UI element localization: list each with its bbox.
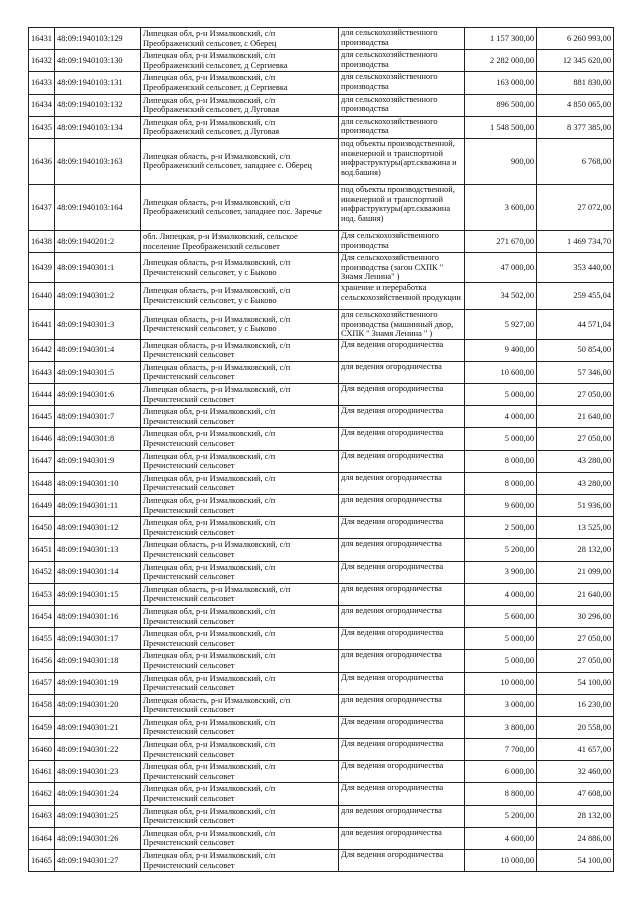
- table-row: [29, 672, 614, 694]
- land-use-cell: Для ведения огородничества: [339, 339, 465, 361]
- table-row: [29, 94, 614, 116]
- cadastral-value-cell: 12 345 620,00: [537, 50, 614, 72]
- row-number-cell: 16449: [29, 495, 55, 517]
- land-use-cell: для ведения огородничества: [339, 650, 465, 672]
- land-use-cell: Для ведения огородничества: [339, 761, 465, 783]
- cadastral-value-cell: 8 377 385,00: [537, 116, 614, 138]
- table-row: [29, 761, 614, 783]
- cadastral-value-cell: 16 230,00: [537, 694, 614, 716]
- land-use-cell: для сельскохозяйственного производства: [339, 72, 465, 94]
- row-number-cell: 16446: [29, 428, 55, 450]
- cadastral-number-cell: 48:09:1940301:18: [55, 650, 141, 672]
- cadastral-value-cell: 20 558,00: [537, 716, 614, 738]
- table-body: [29, 28, 614, 872]
- table-row: [29, 230, 614, 252]
- cadastral-value-cell: 27 050,00: [537, 384, 614, 406]
- table-row: [29, 716, 614, 738]
- cadastral-value-cell: 51 936,00: [537, 495, 614, 517]
- address-cell: Липецкая область, р-н Измалковский, с/п Пречистенский сельсовет: [141, 339, 339, 361]
- row-number-cell: 16448: [29, 472, 55, 494]
- cadastral-number-cell: 48:09:1940103:163: [55, 138, 141, 184]
- row-number-cell: 16438: [29, 230, 55, 252]
- land-use-cell: под объекты производственной, инженерной и транспортной инфраструктуры(арт.скважина иод. башня): [339, 184, 465, 230]
- area-cell: 4 600,00: [465, 827, 537, 849]
- table-row: [29, 650, 614, 672]
- row-number-cell: 16457: [29, 672, 55, 694]
- area-cell: 5 200,00: [465, 805, 537, 827]
- area-cell: 9 400,00: [465, 339, 537, 361]
- address-cell: Липецкая обл, р-н Измалковский, с/п Пречистенский сельсовет: [141, 495, 339, 517]
- address-cell: Липецкая обл, р-н Измалковский, с/п Пречистенский сельсовет: [141, 605, 339, 627]
- cadastral-number-cell: 48:09:1940301:8: [55, 428, 141, 450]
- table-row: [29, 50, 614, 72]
- address-cell: Липецкая область, р-н Измалковский, с/п Пречистенский сельсовет: [141, 361, 339, 383]
- address-cell: Липецкая обл, р-н Измалковский, с/п Пречистенский сельсовет: [141, 561, 339, 583]
- row-number-cell: 16439: [29, 253, 55, 283]
- table-row: [29, 361, 614, 383]
- area-cell: 8 000,00: [465, 472, 537, 494]
- land-use-cell: Для ведения огородничества: [339, 384, 465, 406]
- address-cell: Липецкая обл, р-н Измалковский, с/п Преображенский сельсовет, д Сергиевка: [141, 50, 339, 72]
- land-use-cell: для сельскохозяйственного производства: [339, 116, 465, 138]
- row-number-cell: 16435: [29, 116, 55, 138]
- table-row: [29, 827, 614, 849]
- address-cell: Липецкая обл, р-н Измалковский, с/п Пречистенский сельсовет: [141, 672, 339, 694]
- land-use-cell: Для ведения огородничества: [339, 716, 465, 738]
- address-cell: Липецкая область, р-н Измалковский, с/п Пречистенский сельсовет, у с Быково: [141, 282, 339, 309]
- area-cell: 2 282 000,00: [465, 50, 537, 72]
- land-use-cell: Для ведения огородничества: [339, 517, 465, 539]
- cadastral-value-cell: 6 260 993,00: [537, 28, 614, 50]
- address-cell: Липецкая обл, р-н Измалковский, с/п Пречистенский сельсовет: [141, 761, 339, 783]
- cadastral-value-cell: 27 050,00: [537, 428, 614, 450]
- cadastral-value-cell: 47 608,00: [537, 783, 614, 805]
- address-cell: Липецкая область, р-н Измалковский, с/п Преображенский сельсовет, западнее пос. Заречье: [141, 184, 339, 230]
- address-cell: Липецкая обл, р-н Измалковский, с/п Пречистенский сельсовет: [141, 650, 339, 672]
- table-row: [29, 472, 614, 494]
- cadastral-number-cell: 48:09:1940103:130: [55, 50, 141, 72]
- area-cell: 3 000,00: [465, 694, 537, 716]
- area-cell: 5 000,00: [465, 384, 537, 406]
- cadastral-number-cell: 48:09:1940301:3: [55, 309, 141, 339]
- address-cell: Липецкая обл, р-н Измалковский, с/п Пречистенский сельсовет: [141, 406, 339, 428]
- row-number-cell: 16447: [29, 450, 55, 472]
- row-number-cell: 16465: [29, 850, 55, 872]
- address-cell: Липецкая обл, р-н Измалковский, с/п Пречистенский сельсовет: [141, 716, 339, 738]
- cadastral-number-cell: 48:09:1940301:27: [55, 850, 141, 872]
- address-cell: Липецкая область, р-н Измалковский, с/п Пречистенский сельсовет, у с Быково: [141, 309, 339, 339]
- address-cell: Липецкая обл, р-н Измалковский, с/п Преображенский сельсовет, д Луговая: [141, 94, 339, 116]
- land-use-cell: для сельскохозяйственного производства: [339, 28, 465, 50]
- cadastral-number-cell: 48:09:1940301:16: [55, 605, 141, 627]
- cadastral-number-cell: 48:09:1940103:131: [55, 72, 141, 94]
- row-number-cell: 16461: [29, 761, 55, 783]
- row-number-cell: 16453: [29, 583, 55, 605]
- land-use-cell: для ведения огородничества: [339, 472, 465, 494]
- cadastral-number-cell: 48:09:1940301:10: [55, 472, 141, 494]
- cadastral-value-cell: 54 100,00: [537, 850, 614, 872]
- row-number-cell: 16441: [29, 309, 55, 339]
- area-cell: 3 900,00: [465, 561, 537, 583]
- cadastral-number-cell: 48:09:1940301:20: [55, 694, 141, 716]
- table-row: [29, 309, 614, 339]
- land-use-cell: Для сельскохозяйственного производства: [339, 230, 465, 252]
- area-cell: 9 600,00: [465, 495, 537, 517]
- row-number-cell: 16444: [29, 384, 55, 406]
- cadastral-number-cell: 48:09:1940301:14: [55, 561, 141, 583]
- row-number-cell: 16455: [29, 628, 55, 650]
- table-row: [29, 805, 614, 827]
- cadastral-number-cell: 48:09:1940301:21: [55, 716, 141, 738]
- area-cell: 3 600,00: [465, 184, 537, 230]
- cadastral-number-cell: 48:09:1940103:134: [55, 116, 141, 138]
- area-cell: 5 000,00: [465, 650, 537, 672]
- cadastral-value-cell: 13 525,00: [537, 517, 614, 539]
- area-cell: 10 000,00: [465, 672, 537, 694]
- table-row: [29, 138, 614, 184]
- table-row: [29, 253, 614, 283]
- area-cell: 5 200,00: [465, 539, 537, 561]
- table-row: [29, 384, 614, 406]
- address-cell: Липецкая обл, р-н Измалковский, с/п Пречистенский сельсовет: [141, 450, 339, 472]
- address-cell: Липецкая обл, р-н Измалковский, с/п Пречистенский сельсовет: [141, 850, 339, 872]
- table-row: [29, 583, 614, 605]
- land-use-cell: для ведения огородничества: [339, 539, 465, 561]
- row-number-cell: 16462: [29, 783, 55, 805]
- cadastral-value-cell: 6 768,00: [537, 138, 614, 184]
- cadastral-value-cell: 27 050,00: [537, 628, 614, 650]
- address-cell: Липецкая область, р-н Измалковский, с/п Пречистенский сельсовет: [141, 694, 339, 716]
- area-cell: 1 157 300,00: [465, 28, 537, 50]
- row-number-cell: 16459: [29, 716, 55, 738]
- cadastral-value-cell: 4 850 065,00: [537, 94, 614, 116]
- area-cell: 8 800,00: [465, 783, 537, 805]
- address-cell: Липецкая обл, р-н Измалковский, с/п Преображенский сельсовет, д Сергиевка: [141, 72, 339, 94]
- area-cell: 2 500,00: [465, 517, 537, 539]
- cadastral-number-cell: 48:09:1940301:9: [55, 450, 141, 472]
- cadastral-value-cell: 43 280,00: [537, 472, 614, 494]
- cadastral-number-cell: 48:09:1940301:23: [55, 761, 141, 783]
- cadastral-value-cell: 24 886,00: [537, 827, 614, 849]
- area-cell: 7 700,00: [465, 739, 537, 761]
- cadastral-number-cell: 48:09:1940301:11: [55, 495, 141, 517]
- cadastral-number-cell: 48:09:1940301:2: [55, 282, 141, 309]
- cadastral-value-cell: 32 460,00: [537, 761, 614, 783]
- address-cell: Липецкая область, р-н Измалковский, с/п Преображенский сельсовет, западнее с. Оберец: [141, 138, 339, 184]
- row-number-cell: 16450: [29, 517, 55, 539]
- row-number-cell: 16451: [29, 539, 55, 561]
- area-cell: 5 927,00: [465, 309, 537, 339]
- cadastral-value-cell: 1 469 734,70: [537, 230, 614, 252]
- address-cell: Липецкая обл, р-н Измалковский, с/п Пречистенский сельсовет: [141, 517, 339, 539]
- area-cell: 4 000,00: [465, 583, 537, 605]
- table-row: [29, 406, 614, 428]
- cadastral-value-cell: 28 132,00: [537, 805, 614, 827]
- address-cell: Липецкая обл, р-н Измалковский, с/п Пречистенский сельсовет: [141, 628, 339, 650]
- table-row: [29, 539, 614, 561]
- land-use-cell: для ведения огородничества: [339, 583, 465, 605]
- cadastral-value-cell: 57 346,00: [537, 361, 614, 383]
- cadastral-value-cell: 259 455,04: [537, 282, 614, 309]
- cadastral-value-cell: 41 657,00: [537, 739, 614, 761]
- address-cell: Липецкая обл, р-н Измалковский, с/п Преображенский сельсовет, с Оберец: [141, 28, 339, 50]
- cadastral-number-cell: 48:09:1940301:19: [55, 672, 141, 694]
- address-cell: Липецкая область, р-н Измалковский, с/п Пречистенский сельсовет: [141, 539, 339, 561]
- cadastral-value-cell: 27 072,00: [537, 184, 614, 230]
- cadastral-value-cell: 21 640,00: [537, 583, 614, 605]
- address-cell: Липецкая обл, р-н Измалковский, с/п Пречистенский сельсовет: [141, 739, 339, 761]
- area-cell: 900,00: [465, 138, 537, 184]
- area-cell: 3 800,00: [465, 716, 537, 738]
- cadastral-number-cell: 48:09:1940103:132: [55, 94, 141, 116]
- land-use-cell: для ведения огородничества: [339, 827, 465, 849]
- area-cell: 47 000,00: [465, 253, 537, 283]
- area-cell: 1 548 500,00: [465, 116, 537, 138]
- area-cell: 10 000,00: [465, 850, 537, 872]
- table-row: [29, 450, 614, 472]
- cadastral-number-cell: 48:09:1940301:7: [55, 406, 141, 428]
- table-row: [29, 739, 614, 761]
- row-number-cell: 16440: [29, 282, 55, 309]
- land-use-cell: для ведения огородничества: [339, 495, 465, 517]
- cadastral-number-cell: 48:09:1940301:13: [55, 539, 141, 561]
- area-cell: 8 000,00: [465, 450, 537, 472]
- row-number-cell: 16460: [29, 739, 55, 761]
- row-number-cell: 16433: [29, 72, 55, 94]
- row-number-cell: 16436: [29, 138, 55, 184]
- land-use-cell: Для ведения огородничества: [339, 561, 465, 583]
- land-use-cell: для ведения огородничества: [339, 605, 465, 627]
- cadastral-number-cell: 48:09:1940103:164: [55, 184, 141, 230]
- land-use-cell: для ведения огородничества: [339, 361, 465, 383]
- area-cell: 5 600,00: [465, 605, 537, 627]
- cadastral-value-cell: 21 099,00: [537, 561, 614, 583]
- row-number-cell: 16456: [29, 650, 55, 672]
- document-page: [28, 27, 613, 872]
- address-cell: Липецкая обл, р-н Измалковский, с/п Пречистенский сельсовет: [141, 428, 339, 450]
- land-use-cell: для ведения огородничества: [339, 805, 465, 827]
- cadastral-value-cell: 54 100,00: [537, 672, 614, 694]
- area-cell: 896 500,00: [465, 94, 537, 116]
- cadastral-number-cell: 48:09:1940301:4: [55, 339, 141, 361]
- area-cell: 5 000,00: [465, 428, 537, 450]
- row-number-cell: 16431: [29, 28, 55, 50]
- land-use-cell: для сельскохозяйственного производства: [339, 94, 465, 116]
- cadastral-value-cell: 353 440,00: [537, 253, 614, 283]
- table-row: [29, 605, 614, 627]
- table-row: [29, 628, 614, 650]
- land-use-cell: Для ведения огородничества: [339, 850, 465, 872]
- area-cell: 5 000,00: [465, 628, 537, 650]
- cadastral-number-cell: 48:09:1940301:24: [55, 783, 141, 805]
- address-cell: обл. Липецкая, р-н Измалковский, сельское поселение Преображенский сельсовет: [141, 230, 339, 252]
- area-cell: 34 502,00: [465, 282, 537, 309]
- table-row: [29, 184, 614, 230]
- land-use-cell: под объекты производственной, инженерной и транспортной инфраструктуры(арт.скважина и вод.башня): [339, 138, 465, 184]
- cadastral-number-cell: 48:09:1940301:15: [55, 583, 141, 605]
- address-cell: Липецкая обл, р-н Измалковский, с/п Пречистенский сельсовет: [141, 805, 339, 827]
- land-use-cell: Для ведения огородничества: [339, 450, 465, 472]
- cadastral-number-cell: 48:09:1940301:26: [55, 827, 141, 849]
- land-use-cell: для сельскохозяйственного производства: [339, 50, 465, 72]
- cadastral-value-cell: 44 571,04: [537, 309, 614, 339]
- land-use-cell: Для ведения огородничества: [339, 783, 465, 805]
- cadastral-number-cell: 48:09:1940201:2: [55, 230, 141, 252]
- cadastral-value-cell: 30 296,00: [537, 605, 614, 627]
- row-number-cell: 16464: [29, 827, 55, 849]
- row-number-cell: 16443: [29, 361, 55, 383]
- cadastral-value-cell: 50 854,00: [537, 339, 614, 361]
- cadastral-value-cell: 28 132,00: [537, 539, 614, 561]
- table-row: [29, 694, 614, 716]
- cadastral-number-cell: 48:09:1940301:12: [55, 517, 141, 539]
- table-row: [29, 339, 614, 361]
- land-use-cell: Для ведения огородничества: [339, 739, 465, 761]
- land-use-cell: Для ведения огородничества: [339, 428, 465, 450]
- land-use-cell: для ведения огородничества: [339, 694, 465, 716]
- table-row: [29, 783, 614, 805]
- cadastral-number-cell: 48:09:1940301:5: [55, 361, 141, 383]
- cadastral-number-cell: 48:09:1940301:1: [55, 253, 141, 283]
- table-row: [29, 282, 614, 309]
- address-cell: Липецкая обл, р-н Измалковский, с/п Пречистенский сельсовет: [141, 472, 339, 494]
- cadastral-number-cell: 48:09:1940301:25: [55, 805, 141, 827]
- row-number-cell: 16434: [29, 94, 55, 116]
- cadastral-number-cell: 48:09:1940301:6: [55, 384, 141, 406]
- row-number-cell: 16437: [29, 184, 55, 230]
- address-cell: Липецкая обл, р-н Измалковский, с/п Пречистенский сельсовет: [141, 783, 339, 805]
- address-cell: Липецкая область, р-н Измалковский, с/п Пречистенский сельсовет: [141, 384, 339, 406]
- row-number-cell: 16445: [29, 406, 55, 428]
- table-row: [29, 850, 614, 872]
- row-number-cell: 16452: [29, 561, 55, 583]
- cadastral-value-cell: 881 830,00: [537, 72, 614, 94]
- table-row: [29, 116, 614, 138]
- area-cell: 6 000,00: [465, 761, 537, 783]
- cadastral-value-cell: 21 640,00: [537, 406, 614, 428]
- land-use-cell: Для сельскохозяйственного производства (загон СХПК " Знамя Ленина" ): [339, 253, 465, 283]
- land-use-cell: Для ведения огородничества: [339, 406, 465, 428]
- table-row: [29, 495, 614, 517]
- row-number-cell: 16454: [29, 605, 55, 627]
- cadastral-number-cell: 48:09:1940301:22: [55, 739, 141, 761]
- area-cell: 10 600,00: [465, 361, 537, 383]
- table-row: [29, 428, 614, 450]
- area-cell: 4 000,00: [465, 406, 537, 428]
- table-row: [29, 561, 614, 583]
- land-plots-table: [28, 27, 614, 872]
- land-use-cell: Для ведения огородничества: [339, 628, 465, 650]
- address-cell: Липецкая область, р-н Измалковский, с/п Пречистенский сельсовет: [141, 583, 339, 605]
- address-cell: Липецкая обл, р-н Измалковский, с/п Пречистенский сельсовет: [141, 827, 339, 849]
- address-cell: Липецкая обл, р-н Измалковский, с/п Преображенский сельсовет, д Луговая: [141, 116, 339, 138]
- cadastral-number-cell: 48:09:1940103:129: [55, 28, 141, 50]
- row-number-cell: 16432: [29, 50, 55, 72]
- land-use-cell: Для ведения огородничества: [339, 672, 465, 694]
- land-use-cell: хранение и переработка сельскохозяйственной продукции: [339, 282, 465, 309]
- table-row: [29, 72, 614, 94]
- cadastral-value-cell: 27 050,00: [537, 650, 614, 672]
- cadastral-value-cell: 43 280,00: [537, 450, 614, 472]
- land-use-cell: для сельскохозяйственного производства (машинный двор, СХПК " Знамя Ленина " ): [339, 309, 465, 339]
- area-cell: 271 670,00: [465, 230, 537, 252]
- row-number-cell: 16463: [29, 805, 55, 827]
- address-cell: Липецкая область, р-н Измалковский, с/п Пречистенский сельсовет, у с Быково: [141, 253, 339, 283]
- cadastral-number-cell: 48:09:1940301:17: [55, 628, 141, 650]
- table-row: [29, 28, 614, 50]
- row-number-cell: 16442: [29, 339, 55, 361]
- table-row: [29, 517, 614, 539]
- area-cell: 163 000,00: [465, 72, 537, 94]
- row-number-cell: 16458: [29, 694, 55, 716]
